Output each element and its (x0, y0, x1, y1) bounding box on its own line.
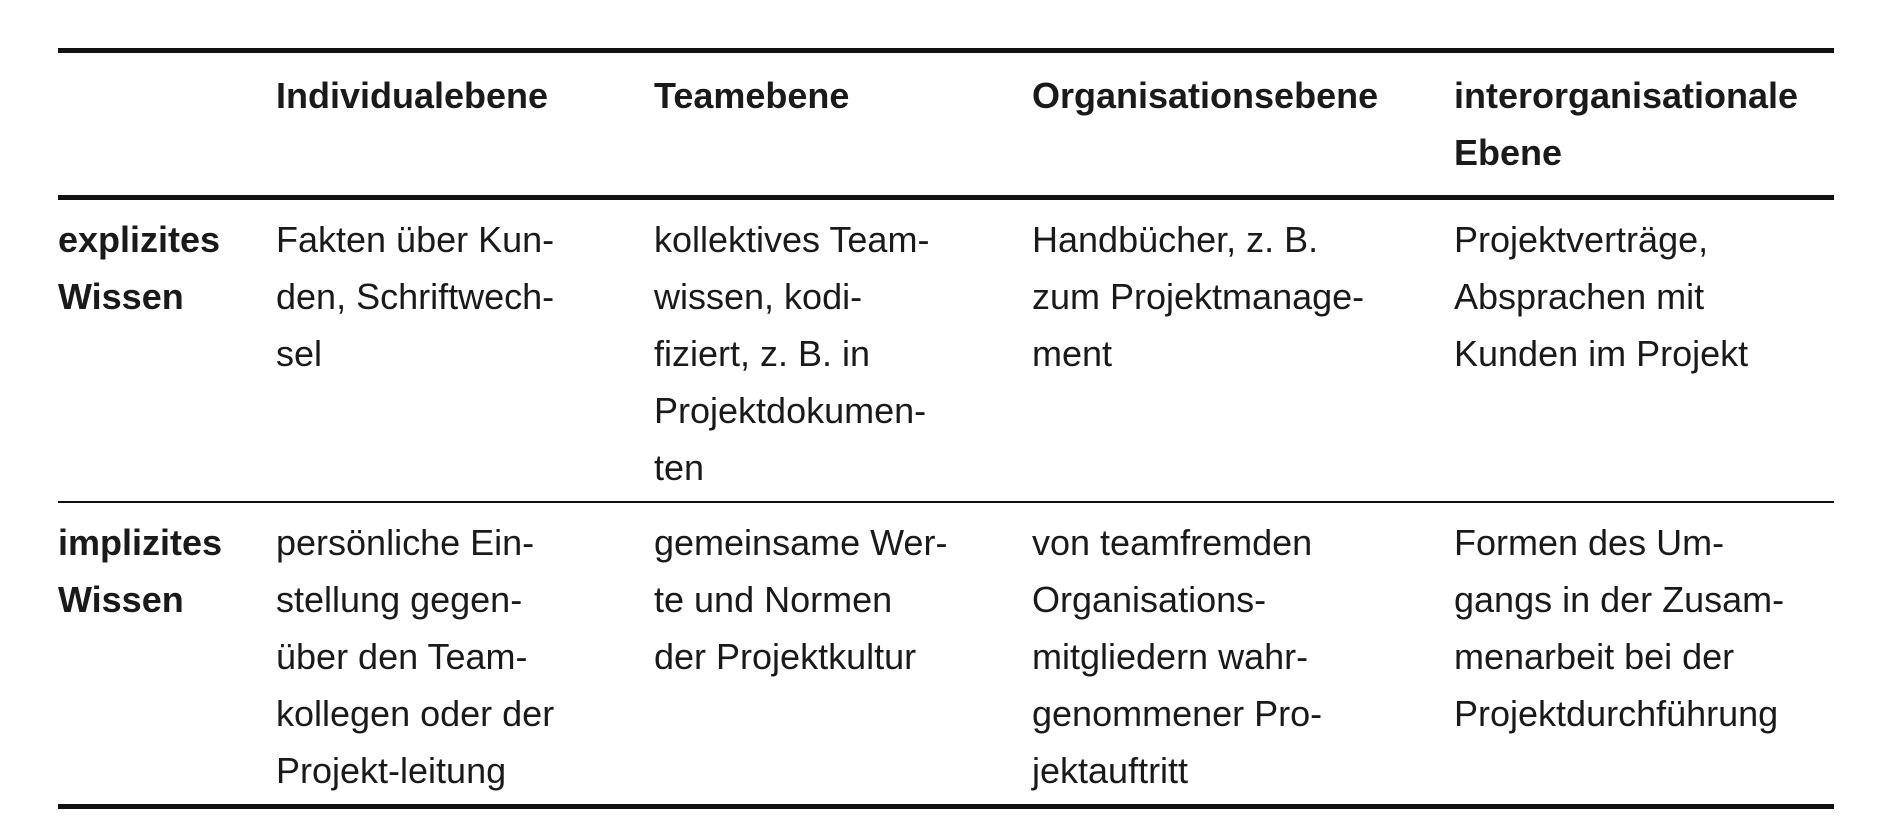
table-cell: von teamfremden Organisations- mitgliedern wahr- genommener Pro- jektauftritt (1032, 522, 1323, 791)
header-corner (58, 51, 276, 198)
knowledge-matrix-table (58, 48, 1834, 809)
table-cell: Fakten über Kun- den, Schriftwech- sel (276, 219, 555, 374)
table-cell: kollektives Team- wissen, kodi- fiziert, z. B. in Projektdokumen- ten (654, 219, 930, 488)
table-cell: Formen des Um- gangs in der Zusam- menarbeit bei der Projektdurchführung (1454, 522, 1785, 734)
table-cell: Projektverträge, Absprachen mit Kunden im Projekt (1454, 219, 1749, 374)
table-cell: persönliche Ein- stellung gegen- über den Team- kollegen oder der Projekt-leitung (276, 522, 555, 791)
table-cell: gemeinsame Wer- te und Normen der Projektkultur (654, 522, 948, 677)
row-label-explizites-wissen: explizites Wissen (58, 219, 221, 317)
header-interorganisationale-ebene: interorganisationale Ebene (1454, 75, 1799, 173)
table-row-explizites-wissen (58, 198, 1834, 503)
header-organisationsebene: Organisationsebene (1032, 75, 1379, 116)
header-row (58, 51, 1834, 198)
row-label-implizites-wissen: implizites Wissen (58, 522, 223, 620)
header-individualebene: Individualebene (276, 75, 549, 116)
knowledge-matrix-table-wrap (58, 48, 1834, 809)
table-cell: Handbücher, z. B. zum Projektmanage- ment (1032, 219, 1365, 374)
table-row-implizites-wissen (58, 502, 1834, 807)
header-teamebene: Teamebene (654, 75, 850, 116)
